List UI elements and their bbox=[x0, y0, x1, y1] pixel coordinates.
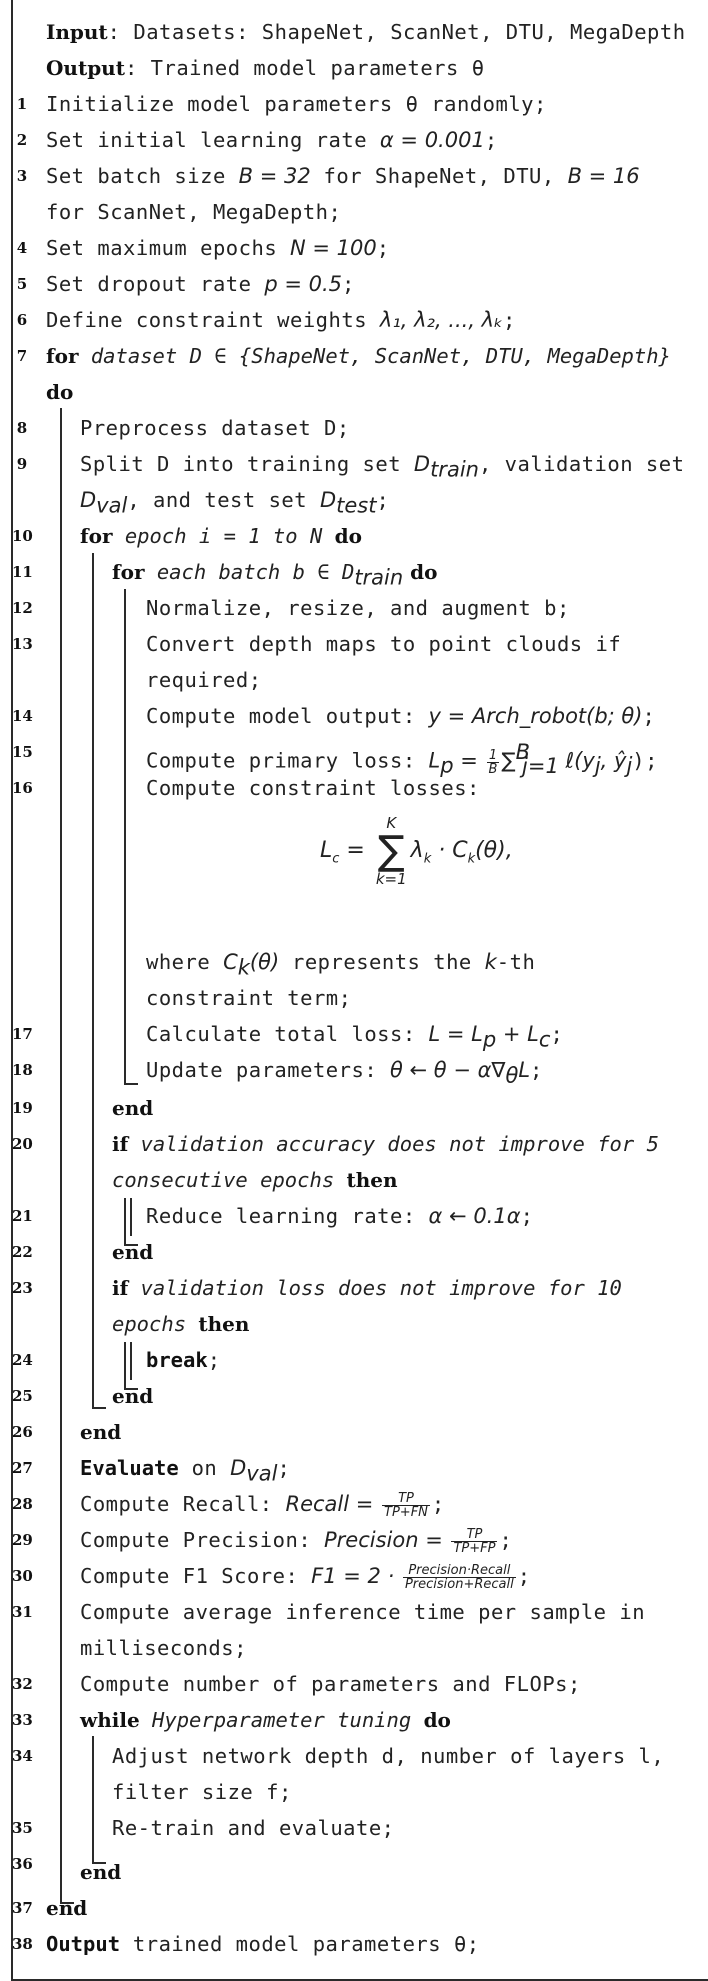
line-14 bbox=[146, 698, 655, 734]
line-number-10: 10 bbox=[12, 527, 33, 545]
line-number-15: 15 bbox=[12, 743, 33, 761]
line-6-text: Define constraint weights bbox=[46, 308, 380, 332]
line-number-9: 9 bbox=[16, 455, 28, 473]
line-11 bbox=[112, 554, 438, 590]
line-30-lhs: F1 = 2 · bbox=[311, 1564, 401, 1588]
line-18-end: ; bbox=[530, 1058, 543, 1082]
line-number-18: 18 bbox=[12, 1061, 33, 1079]
line-15-lp: L bbox=[428, 748, 441, 773]
where-ck-sub: k bbox=[237, 955, 250, 980]
line-number-1: 1 bbox=[16, 95, 28, 113]
line-21-math: α ← 0.1α bbox=[428, 1204, 521, 1228]
evaluate-keyword: Evaluate bbox=[80, 1456, 179, 1480]
line-number-28: 28 bbox=[12, 1495, 33, 1513]
precision-fraction bbox=[451, 1528, 497, 1555]
line-21-text: Reduce learning rate: bbox=[146, 1204, 429, 1228]
line-2-text: Set initial learning rate bbox=[46, 128, 380, 152]
line-15-loss: ℓ(y bbox=[558, 748, 595, 773]
line-31: Compute average inference time per sample in bbox=[80, 1600, 646, 1624]
for-keyword: for bbox=[46, 344, 79, 368]
scope-rule-for-dataset bbox=[60, 408, 62, 1904]
line-number-24: 24 bbox=[12, 1351, 33, 1369]
line-20-cont bbox=[112, 1162, 398, 1198]
line-22: end bbox=[112, 1240, 154, 1264]
line-9-var-a: D bbox=[413, 452, 431, 476]
line-5-text: Set dropout rate bbox=[46, 272, 265, 296]
line-23 bbox=[112, 1270, 622, 1306]
then-keyword: then bbox=[198, 1312, 250, 1336]
line-38-text: trained model parameters θ; bbox=[120, 1932, 480, 1956]
line-16: Compute constraint losses: bbox=[146, 776, 480, 800]
line-1: Initialize model parameters θ randomly; bbox=[46, 92, 547, 116]
line-5-math: p = 0.5 bbox=[264, 272, 343, 296]
line-15-yhat: , ŷ bbox=[600, 748, 627, 773]
line-18-text: Update parameters: bbox=[146, 1058, 390, 1082]
line-3-cont: for ScanNet, MegaDepth; bbox=[46, 200, 342, 224]
line-3 bbox=[46, 158, 640, 194]
eq-lhs-sub: c bbox=[332, 851, 340, 867]
eq-ck-sub: k bbox=[467, 851, 476, 867]
line-number-30: 30 bbox=[12, 1567, 33, 1585]
line-19: end bbox=[112, 1096, 154, 1120]
line-15-fraction bbox=[487, 749, 500, 776]
eq-sum-upper: K bbox=[386, 814, 397, 832]
line-28-text: Compute Recall: bbox=[80, 1492, 286, 1516]
line-3-math-b: B = 16 bbox=[567, 164, 640, 188]
line-24 bbox=[146, 1342, 221, 1378]
line-17-sub-c: c bbox=[538, 1027, 551, 1052]
line-number-26: 26 bbox=[12, 1423, 33, 1441]
eq-lambda-sub: k bbox=[423, 851, 432, 867]
scope-rule-while bbox=[92, 1736, 94, 1864]
line-number-31: 31 bbox=[12, 1603, 33, 1621]
line-number-27: 27 bbox=[12, 1459, 33, 1477]
line-number-38: 38 bbox=[12, 1935, 33, 1953]
line-4-end: ; bbox=[376, 236, 390, 260]
line-34: Adjust network depth d, number of layers l, bbox=[112, 1744, 665, 1768]
scope-hook-for-batch bbox=[124, 1083, 138, 1085]
scope-rule-for-batch bbox=[124, 589, 126, 1085]
line-13: Convert depth maps to point clouds if bbox=[146, 632, 622, 656]
line-15-frac-den: B bbox=[488, 761, 498, 777]
line-31-cont: milliseconds; bbox=[80, 1636, 247, 1660]
scope-hook-for-epoch bbox=[92, 1407, 106, 1409]
line-9-var-a-sub: train bbox=[430, 457, 479, 482]
line-18-sub: θ bbox=[505, 1063, 519, 1088]
line-number-36: 36 bbox=[12, 1855, 33, 1873]
line-28-lhs: Recall = bbox=[285, 1492, 381, 1516]
line-8: Preprocess dataset D; bbox=[80, 416, 350, 440]
line-9-var-b: D bbox=[80, 488, 97, 512]
line-29-text: Compute Precision: bbox=[80, 1528, 324, 1552]
line-5 bbox=[46, 266, 355, 302]
line-number-25: 25 bbox=[12, 1387, 33, 1405]
line-7 bbox=[46, 338, 671, 374]
line-14-end: ; bbox=[642, 704, 656, 728]
line-9-cont bbox=[80, 482, 389, 518]
line-number-23: 23 bbox=[12, 1279, 33, 1297]
line-number-22: 22 bbox=[12, 1243, 33, 1261]
line-15-yhat-sub: j bbox=[626, 753, 633, 778]
line-11-condition: each batch b ∈ D bbox=[144, 560, 355, 584]
line-23-condition-2: epochs bbox=[112, 1312, 199, 1336]
line-27-d: D bbox=[230, 1456, 247, 1480]
break-keyword: break bbox=[146, 1348, 208, 1372]
line-30-text: Compute F1 Score: bbox=[80, 1564, 312, 1588]
line-24-end: ; bbox=[207, 1348, 221, 1372]
line-number-13: 13 bbox=[12, 635, 33, 653]
constraint-loss-equation bbox=[320, 815, 513, 887]
where-theta: (θ) bbox=[249, 950, 280, 974]
line-28-end: ; bbox=[431, 1492, 445, 1516]
scope-rule-then-accuracy bbox=[130, 1198, 132, 1236]
line-20-condition-2: consecutive epochs bbox=[112, 1168, 347, 1192]
line-number-35: 35 bbox=[12, 1819, 33, 1837]
scope-rule-for-epoch bbox=[92, 553, 94, 1409]
line-5-end: ; bbox=[342, 272, 355, 296]
line-23-condition: validation loss does not improve for 10 bbox=[128, 1276, 622, 1300]
line-number-33: 33 bbox=[12, 1711, 33, 1729]
f1-den: Precision+Recall bbox=[404, 1577, 514, 1593]
output-final-keyword: Output bbox=[46, 1932, 121, 1956]
line-9-text: Split D into training set bbox=[80, 452, 414, 476]
where-line-cont: constraint term; bbox=[146, 986, 352, 1010]
for-keyword: for bbox=[112, 560, 145, 584]
line-15-loss-sub: j bbox=[594, 753, 601, 778]
line-number-32: 32 bbox=[12, 1675, 33, 1693]
output-text: : Trained model parameters θ bbox=[124, 56, 485, 80]
line-9-end: ; bbox=[376, 488, 390, 512]
f1-num: Precision·Recall bbox=[403, 1564, 516, 1578]
line-11-sub: train bbox=[354, 565, 404, 590]
line-number-16: 16 bbox=[12, 779, 33, 797]
line-26: end bbox=[80, 1420, 122, 1444]
line-number-21: 21 bbox=[12, 1207, 33, 1225]
line-30 bbox=[80, 1558, 531, 1594]
line-27-text: on bbox=[178, 1456, 231, 1480]
f1-fraction bbox=[403, 1564, 516, 1591]
precision-num: TP bbox=[451, 1528, 497, 1542]
line-2 bbox=[46, 122, 498, 158]
line-4 bbox=[46, 230, 390, 266]
line-15-sum: ∑ bbox=[501, 748, 516, 773]
where-mid: represents the bbox=[279, 950, 485, 974]
line-25: end bbox=[112, 1384, 154, 1408]
precision-den: TP+FP bbox=[453, 1541, 496, 1557]
line-18 bbox=[146, 1052, 543, 1088]
output-line bbox=[46, 50, 485, 86]
if-keyword: if bbox=[112, 1276, 129, 1300]
line-15-end: ); bbox=[632, 748, 658, 773]
eq-lambda: λ bbox=[410, 838, 424, 863]
line-number-37: 37 bbox=[12, 1899, 33, 1917]
line-6 bbox=[46, 302, 516, 338]
line-number-4: 4 bbox=[16, 239, 28, 257]
line-7-condition: dataset D ∈ {ShapeNet, ScanNet, DTU, MegaDepth} bbox=[78, 344, 671, 368]
line-14-math: y = Arch_robot(b; θ) bbox=[428, 704, 643, 728]
then-keyword: then bbox=[346, 1168, 398, 1192]
line-3-mid: for ShapeNet, DTU, bbox=[310, 164, 568, 188]
line-18-math: θ ← θ − α∇ bbox=[390, 1058, 506, 1082]
line-38 bbox=[46, 1926, 480, 1962]
line-15-eq: = bbox=[453, 748, 485, 773]
line-12: Normalize, resize, and augment b; bbox=[146, 596, 570, 620]
line-20 bbox=[112, 1126, 659, 1162]
do-keyword: do bbox=[423, 1708, 451, 1732]
line-15-frac-num: 1 bbox=[487, 749, 500, 763]
input-line bbox=[46, 14, 686, 50]
line-9-mid-2: , and test set bbox=[127, 488, 320, 512]
line-15 bbox=[146, 734, 658, 778]
line-number-19: 19 bbox=[12, 1099, 33, 1117]
where-text: where bbox=[146, 950, 224, 974]
line-10-condition: epoch i = 1 to N bbox=[112, 524, 335, 548]
line-28 bbox=[80, 1486, 445, 1522]
output-keyword: Output bbox=[46, 56, 125, 80]
recall-den: TP+FN bbox=[384, 1505, 428, 1521]
line-15-lp-sub: p bbox=[440, 753, 454, 778]
while-keyword: while bbox=[80, 1708, 140, 1732]
input-text: : Datasets: ShapeNet, ScanNet, DTU, MegaDepth bbox=[107, 20, 686, 44]
line-number-34: 34 bbox=[12, 1747, 33, 1765]
line-9-var-c-sub: test bbox=[336, 493, 377, 518]
line-27-d-sub: val bbox=[246, 1461, 278, 1486]
line-9-mid: , validation set bbox=[478, 452, 685, 476]
line-14-text: Compute model output: bbox=[146, 704, 429, 728]
line-number-8: 8 bbox=[16, 419, 28, 437]
line-13-cont: required; bbox=[146, 668, 262, 692]
line-33-condition: Hyperparameter tuning bbox=[139, 1708, 424, 1732]
line-15-sum-sup: B bbox=[515, 740, 531, 764]
line-4-math: N = 100 bbox=[290, 236, 377, 260]
line-9-var-b-sub: val bbox=[96, 493, 128, 518]
recall-fraction bbox=[382, 1492, 430, 1519]
eq-lhs: L bbox=[320, 838, 333, 863]
line-number-2: 2 bbox=[16, 131, 28, 149]
do-keyword: do bbox=[334, 524, 362, 548]
line-35: Re-train and evaluate; bbox=[112, 1816, 395, 1840]
line-9 bbox=[80, 446, 684, 482]
line-2-end: ; bbox=[484, 128, 498, 152]
line-number-6: 6 bbox=[16, 311, 28, 329]
line-number-11: 11 bbox=[12, 563, 33, 581]
line-18-l: L bbox=[518, 1058, 531, 1082]
where-ck: C bbox=[223, 950, 238, 974]
line-number-20: 20 bbox=[12, 1135, 33, 1153]
eq-equals: = bbox=[339, 838, 372, 863]
where-line bbox=[146, 944, 535, 980]
line-3-text: Set batch size bbox=[46, 164, 239, 188]
line-17-math-b: + L bbox=[496, 1022, 539, 1046]
line-29-end: ; bbox=[499, 1528, 513, 1552]
line-9-var-c: D bbox=[319, 488, 337, 512]
line-6-math: λ₁, λ₂, ..., λₖ bbox=[379, 308, 504, 332]
line-10 bbox=[80, 518, 362, 554]
line-17-math-a: L = L bbox=[428, 1022, 483, 1046]
line-15-sum-sub: j=1 bbox=[522, 753, 559, 778]
line-20-condition: validation accuracy does not improve for 5 bbox=[128, 1132, 659, 1156]
eq-ck: · C bbox=[431, 838, 468, 863]
line-34-cont: filter size f; bbox=[112, 1780, 292, 1804]
line-17 bbox=[146, 1016, 563, 1052]
line-number-3: 3 bbox=[16, 167, 28, 185]
line-21-end: ; bbox=[520, 1204, 534, 1228]
line-36: end bbox=[80, 1860, 122, 1884]
eq-sum-lower: k=1 bbox=[375, 870, 407, 888]
do-keyword: do bbox=[403, 560, 438, 584]
line-number-5: 5 bbox=[16, 275, 28, 293]
line-32: Compute number of parameters and FLOPs; bbox=[80, 1672, 581, 1696]
line-number-17: 17 bbox=[12, 1025, 33, 1043]
eq-sum-sigma: ∑ bbox=[377, 828, 405, 874]
line-27-end: ; bbox=[277, 1456, 291, 1480]
line-17-sub-p: p bbox=[482, 1027, 497, 1052]
line-17-text: Calculate total loss: bbox=[146, 1022, 429, 1046]
do-keyword: do bbox=[46, 380, 74, 404]
line-7-do bbox=[46, 374, 73, 410]
where-k: k bbox=[484, 950, 497, 974]
line-4-text: Set maximum epochs bbox=[46, 236, 290, 260]
line-30-end: ; bbox=[517, 1564, 531, 1588]
line-number-7: 7 bbox=[16, 347, 28, 365]
line-number-12: 12 bbox=[12, 599, 33, 617]
line-37: end bbox=[46, 1896, 88, 1920]
recall-num: TP bbox=[382, 1492, 430, 1506]
line-number-29: 29 bbox=[12, 1531, 33, 1549]
line-33 bbox=[80, 1702, 451, 1738]
eq-sum bbox=[376, 815, 407, 887]
eq-theta: (θ), bbox=[475, 838, 513, 863]
line-15-text: Compute primary loss: bbox=[146, 748, 429, 773]
line-29-lhs: Precision = bbox=[324, 1528, 450, 1552]
line-3-math-a: B = 32 bbox=[238, 164, 311, 188]
line-29 bbox=[80, 1522, 512, 1558]
line-2-math: α = 0.001 bbox=[379, 128, 485, 152]
input-keyword: Input bbox=[46, 20, 108, 44]
where-th: -th bbox=[496, 950, 536, 974]
line-17-end: ; bbox=[550, 1022, 564, 1046]
for-keyword: for bbox=[80, 524, 113, 548]
line-27 bbox=[80, 1450, 290, 1486]
scope-rule-then-loss bbox=[130, 1342, 132, 1380]
line-21 bbox=[146, 1198, 533, 1234]
line-23-cont bbox=[112, 1306, 249, 1342]
line-number-14: 14 bbox=[12, 707, 33, 725]
if-keyword: if bbox=[112, 1132, 129, 1156]
line-6-end: ; bbox=[503, 308, 516, 332]
